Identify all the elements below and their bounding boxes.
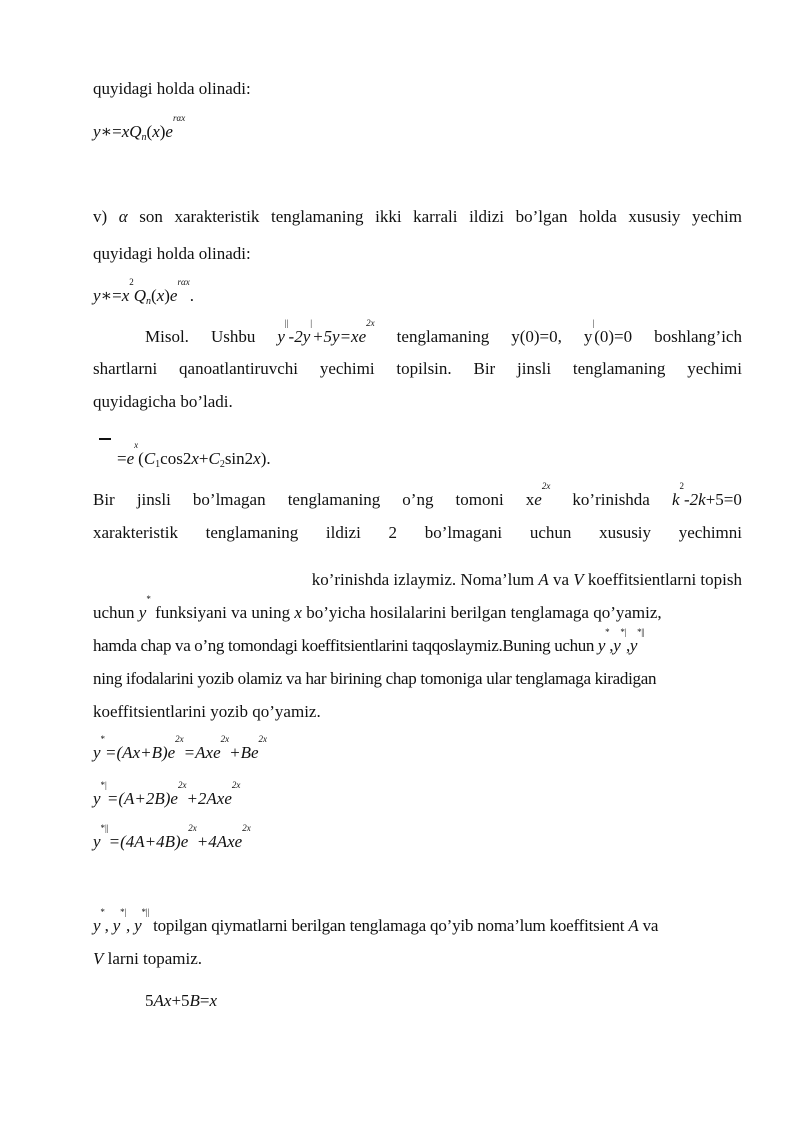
paragraph-line: shartlarni qanoatlantiruvchi yechimi topilsin. Bir jinsli tenglamaning yechimi [93,359,742,378]
overline-bar [99,438,111,440]
paragraph-line: koeffitsientlarini yozib qo’yamiz. [93,702,321,721]
paragraph-line: xarakteristik tenglamaning ildizi 2 bo’lmagani uchun xususiy yechimni [93,523,742,542]
paragraph-line: quyidagicha bo’ladi. [93,392,233,411]
formula-ystar: $y∗=xQ_n(x)e^{r\alpha x}$ [93,113,186,143]
formula-ystar-double: $y∗=x^2Q_n(x)e^{r\alpha x}$. [93,277,194,307]
paragraph-line: hamda chap va o’ng tomondagi koeffitsientlarini taqqoslaymiz.Buning uchun y*,y*|,y*|| [93,627,645,655]
example-line: Misol. Ushbu $y^{||}-2y^|+5y=xe^{2x}$ tenglamaning y(0)=0, y|(0)=0 boshlang’ich [145,318,742,346]
paragraph-line: uchun y* funksiyani va uning x bo’yicha hosilalarini berilgan tenglamaga qo’yamiz, [93,594,662,622]
paragraph-line: v) α son xarakteristik tenglamaning ikki karrali ildizi bo’lgan holda xususiy yechim [93,207,742,226]
text-line: quyidagi holda olinadi: [93,79,251,98]
equation-final: 5Ax+5B=x [145,991,218,1010]
formula-homogeneous: $=e^x(C_1\cos 2x+C_2\sin 2x)$. [117,440,271,470]
equation-ystar-prime: $y^{*|}=(A+2B)e^{2x}+2Axe^{2x}$ [93,780,241,808]
paragraph-line: y*, y*|, y*|| topilgan qiymatlarni berilgan tenglamaga qo’yib noma’lum koeffitsient A va [93,907,659,935]
paragraph-line: Bir jinsli bo’lmagan tenglamaning o’ng tomoni $xe^{2x}$ ko’rinishda $k^2-2k+5=0$ [93,481,742,509]
paragraph-line: quyidagi holda olinadi: [93,244,251,263]
equation-ystar-double-prime: $y^{*||}=(4A+4B)e^{2x}+4Axe^{2x}$ [93,823,251,851]
paragraph-line: ko’rinishda izlaymiz. Noma’lum A va V koeffitsientlarni topish [311,570,742,589]
equation-ystar: $y^*=(Ax+B)e^{2x}=Axe^{2x}+Be^{2x}$ [93,734,268,762]
paragraph-line: ning ifodalarini yozib olamiz va har birining chap tomoniga ular tenglamaga kiradigan [93,669,657,688]
paragraph-line: V larni topamiz. [93,949,203,968]
